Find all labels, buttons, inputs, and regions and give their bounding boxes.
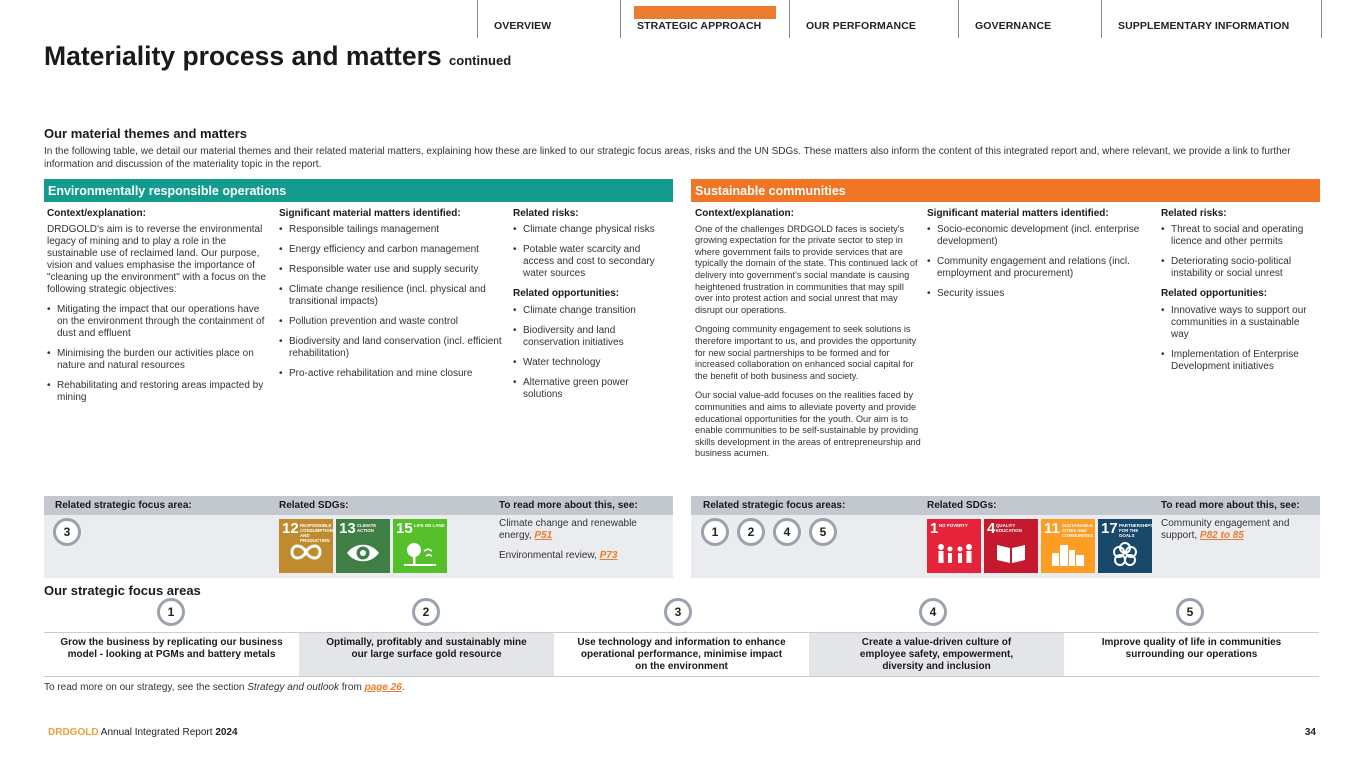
book-icon: [993, 541, 1029, 565]
list-item: • Responsible tailings management: [279, 224, 504, 236]
list-item: • Biodiversity and land conservation (incl. efficient rehabilitation): [279, 336, 504, 360]
env-matters-column: [279, 208, 504, 388]
nav-divider: [1321, 0, 1322, 38]
list-item: • Socio-economic development (incl. enterprise development): [927, 224, 1151, 248]
env-risks-column: [513, 208, 669, 409]
focus-area-badge: 4: [773, 518, 801, 546]
list-item: • Rehabilitating and restoring areas impacted by mining: [47, 380, 273, 404]
env-footer-header: [44, 496, 673, 515]
comm-matters-column: [927, 208, 1151, 308]
matters-title: Significant material matters identified:: [279, 208, 461, 219]
list-item: • Potable water scarcity and access and cost to secondary water sources: [513, 244, 669, 280]
strategy-row: [44, 632, 1319, 677]
strategy-cell: Create a value-driven culture of employee safety, empowerment, diversity and inclusion: [809, 633, 1064, 676]
section-heading: Our material themes and matters: [44, 126, 248, 141]
city-icon: [1050, 541, 1086, 567]
page-link[interactable]: P51: [534, 530, 553, 541]
people-icon: [936, 541, 974, 565]
comm-footer-body: [691, 515, 1320, 578]
read-more-item: Community engagement and support, P82 to 85: [1161, 518, 1290, 541]
opportunities-title: Related opportunities:: [1161, 288, 1268, 299]
focus-area-badge: 1: [701, 518, 729, 546]
sdg-13-tile: 13 CLIMATE ACTION: [336, 519, 390, 573]
strategy-badge: 1: [157, 598, 185, 626]
nav-tab-label: OVERVIEW: [494, 20, 552, 32]
strategy-note: To read more on our strategy, see the section Strategy and outlook from page 26.: [44, 682, 405, 693]
sdg-11-tile: 11 SUSTAINABLE CITIES AND COMMUNITIES: [1041, 519, 1095, 573]
list-item: • Security issues: [927, 288, 1151, 300]
strategy-cell: Improve quality of life in communities surrounding our operations: [1101, 637, 1282, 660]
strategy-badge: 4: [919, 598, 947, 626]
sdg-15-tile: 15 LIFE ON LAND: [393, 519, 447, 573]
read-more-label: To read more about this, see:: [1161, 500, 1300, 511]
nav-tab-overview[interactable]: [477, 0, 620, 38]
context-title: Context/explanation:: [47, 208, 146, 219]
brand-name: DRDGOLD: [48, 727, 99, 738]
list-item: • Threat to social and operating licence and other permits: [1161, 224, 1319, 248]
list-item: • Responsible water use and supply security: [279, 264, 504, 276]
focus-area-badge: 3: [53, 518, 81, 546]
list-item: • Climate change transition: [513, 305, 669, 317]
list-item: • Implementation of Enterprise Development initiatives: [1161, 349, 1319, 373]
list-item: • Community engagement and relations (incl. employment and procurement): [927, 256, 1151, 280]
active-tab-indicator: [634, 6, 776, 19]
sdg-4-tile: 4 QUALITY EDUCATION: [984, 519, 1038, 573]
sdg-12-tile: 12 RESPONSIBLE CONSUMPTION AND PRODUCTION: [279, 519, 333, 573]
focus-area-badge: 5: [809, 518, 837, 546]
nav-tab-strategic-approach[interactable]: [620, 0, 789, 38]
strategy-badge: 3: [664, 598, 692, 626]
env-read-more: [499, 518, 664, 570]
env-panel: [44, 179, 673, 578]
env-panel-header: Environmentally responsible operations: [44, 179, 673, 202]
nav-tab-our-performance[interactable]: [789, 0, 958, 38]
page-link[interactable]: P82 to 85: [1199, 530, 1244, 541]
intro-paragraph: In the following table, we detail our material themes and their related material matters, explaining how these are linked to our strategic focus areas, risks and the UN SDGs. These matters also inform the content of this integrated report and, where relevant, we provide a link to further information and discussion of the materiality topic in the report.: [44, 146, 1291, 170]
list-item: • Innovative ways to support our communities in a sustainable way: [1161, 305, 1319, 341]
matters-title: Significant material matters identified:: [927, 208, 1109, 219]
list-item: • Pollution prevention and waste control: [279, 316, 504, 328]
title-suffix: continued: [449, 53, 512, 68]
strategy-heading: Our strategic focus areas: [44, 583, 201, 598]
focus-area-label: Related strategic focus area:: [55, 500, 192, 511]
top-navigation: [477, 0, 1322, 38]
nav-tab-label: OUR PERFORMANCE: [806, 20, 917, 32]
context-title: Context/explanation:: [695, 208, 794, 219]
nav-tab-governance[interactable]: [958, 0, 1101, 38]
nav-tab-label: STRATEGIC APPROACH: [637, 20, 762, 32]
list-item: • Climate change resilience (incl. physical and transitional impacts): [279, 284, 504, 308]
context-paragraph: Our social value-add focuses on the realities faced by communities and aims to alleviate poverty and provide educational opportunities for the youth. Our aim is to enable communities to be self-sustainable by providing skills development in the areas of entrepreneurship and business acumen.: [695, 390, 921, 459]
strategy-cell: Optimally, profitably and sustainably mine our large surface gold resource: [299, 633, 554, 676]
opportunities-title: Related opportunities:: [513, 288, 620, 299]
sdg-label: Related SDGs:: [927, 500, 997, 511]
sdg-1-tile: 1 NO POVERTY: [927, 519, 981, 573]
report-footer: DRDGOLD Annual Integrated Report 2024: [48, 727, 238, 738]
comm-risks-column: [1161, 208, 1319, 381]
strategy-badge: 2: [412, 598, 440, 626]
read-more-item: Climate change and renewable energy, P51: [499, 518, 637, 541]
flower-icon: [1107, 541, 1143, 569]
nav-tab-label: GOVERNANCE: [975, 20, 1052, 32]
strategy-cell: Use technology and information to enhance operational performance, minimise impact on the environment: [577, 637, 786, 672]
list-item: • Alternative green power solutions: [513, 377, 669, 401]
env-context-column: [47, 208, 273, 412]
list-item: • Biodiversity and land conservation initiatives: [513, 325, 669, 349]
strategy-badge: 5: [1176, 598, 1204, 626]
page-number: 34: [1304, 727, 1316, 738]
context-text: DRDGOLD's aim is to reverse the environmental legacy of mining and to play a role in the sustainable use of reclaimed land. Our purpose, vision and values emphasise the importance of "cleaning up the environment" with a focus on the following strategic objectives:: [47, 224, 266, 295]
read-more-item: Environmental review, P73: [499, 550, 618, 561]
page-link[interactable]: P73: [599, 550, 618, 561]
sdg-label: Related SDGs:: [279, 500, 349, 511]
comm-panel-header: Sustainable communities: [691, 179, 1320, 202]
context-paragraph: Ongoing community engagement to seek solutions is therefore important to us, and provides the opportunity for new social partnerships to be formed and for increased collaboration on enhanced social capital for the benefit of both business and society.: [695, 324, 917, 381]
comm-footer-header: [691, 496, 1320, 515]
read-more-label: To read more about this, see:: [499, 500, 638, 511]
page-title: Materiality process and matters continued: [44, 41, 512, 71]
list-item: • Deteriorating socio-political instability or social unrest: [1161, 256, 1319, 280]
focus-area-badge: 2: [737, 518, 765, 546]
list-item: • Energy efficiency and carbon management: [279, 244, 504, 256]
nav-tab-label: SUPPLEMENTARY INFORMATION: [1118, 20, 1290, 32]
risks-title: Related risks:: [1161, 208, 1227, 219]
infinity-icon: [288, 541, 324, 563]
context-paragraph: One of the challenges DRDGOLD faces is society's growing expectation for the private sector to step in where government fails to provide services that are typically the domain of the state. This continued lack of delivery into government's social mandate is causing heightened frustration in communities that may spill over into protest action and social unrest that may disrupt our operations.: [695, 223, 918, 315]
list-item: • Pro-active rehabilitation and mine closure: [279, 368, 504, 380]
tree-icon: [402, 541, 438, 567]
eye-globe-icon: [345, 541, 381, 565]
focus-area-label: Related strategic focus areas:: [703, 500, 846, 511]
list-item: • Climate change physical risks: [513, 224, 669, 236]
list-item: • Mitigating the impact that our operations have on the environment through the containment of dust and effluent: [47, 304, 273, 340]
comm-context-column: [695, 208, 921, 468]
strategy-cell: Grow the business by replicating our business model - looking at PGMs and battery metals: [60, 637, 283, 660]
page-link[interactable]: page 26: [364, 682, 402, 693]
nav-tab-supplementary-information[interactable]: [1101, 0, 1322, 38]
risks-title: Related risks:: [513, 208, 579, 219]
list-item: • Water technology: [513, 357, 669, 369]
sdg-17-tile: 17 PARTNERSHIPS FOR THE GOALS: [1098, 519, 1152, 573]
list-item: • Minimising the burden our activities place on nature and natural resources: [47, 348, 273, 372]
comm-read-more: [1161, 518, 1316, 550]
comm-panel: [691, 179, 1320, 578]
env-footer-body: [44, 515, 673, 578]
